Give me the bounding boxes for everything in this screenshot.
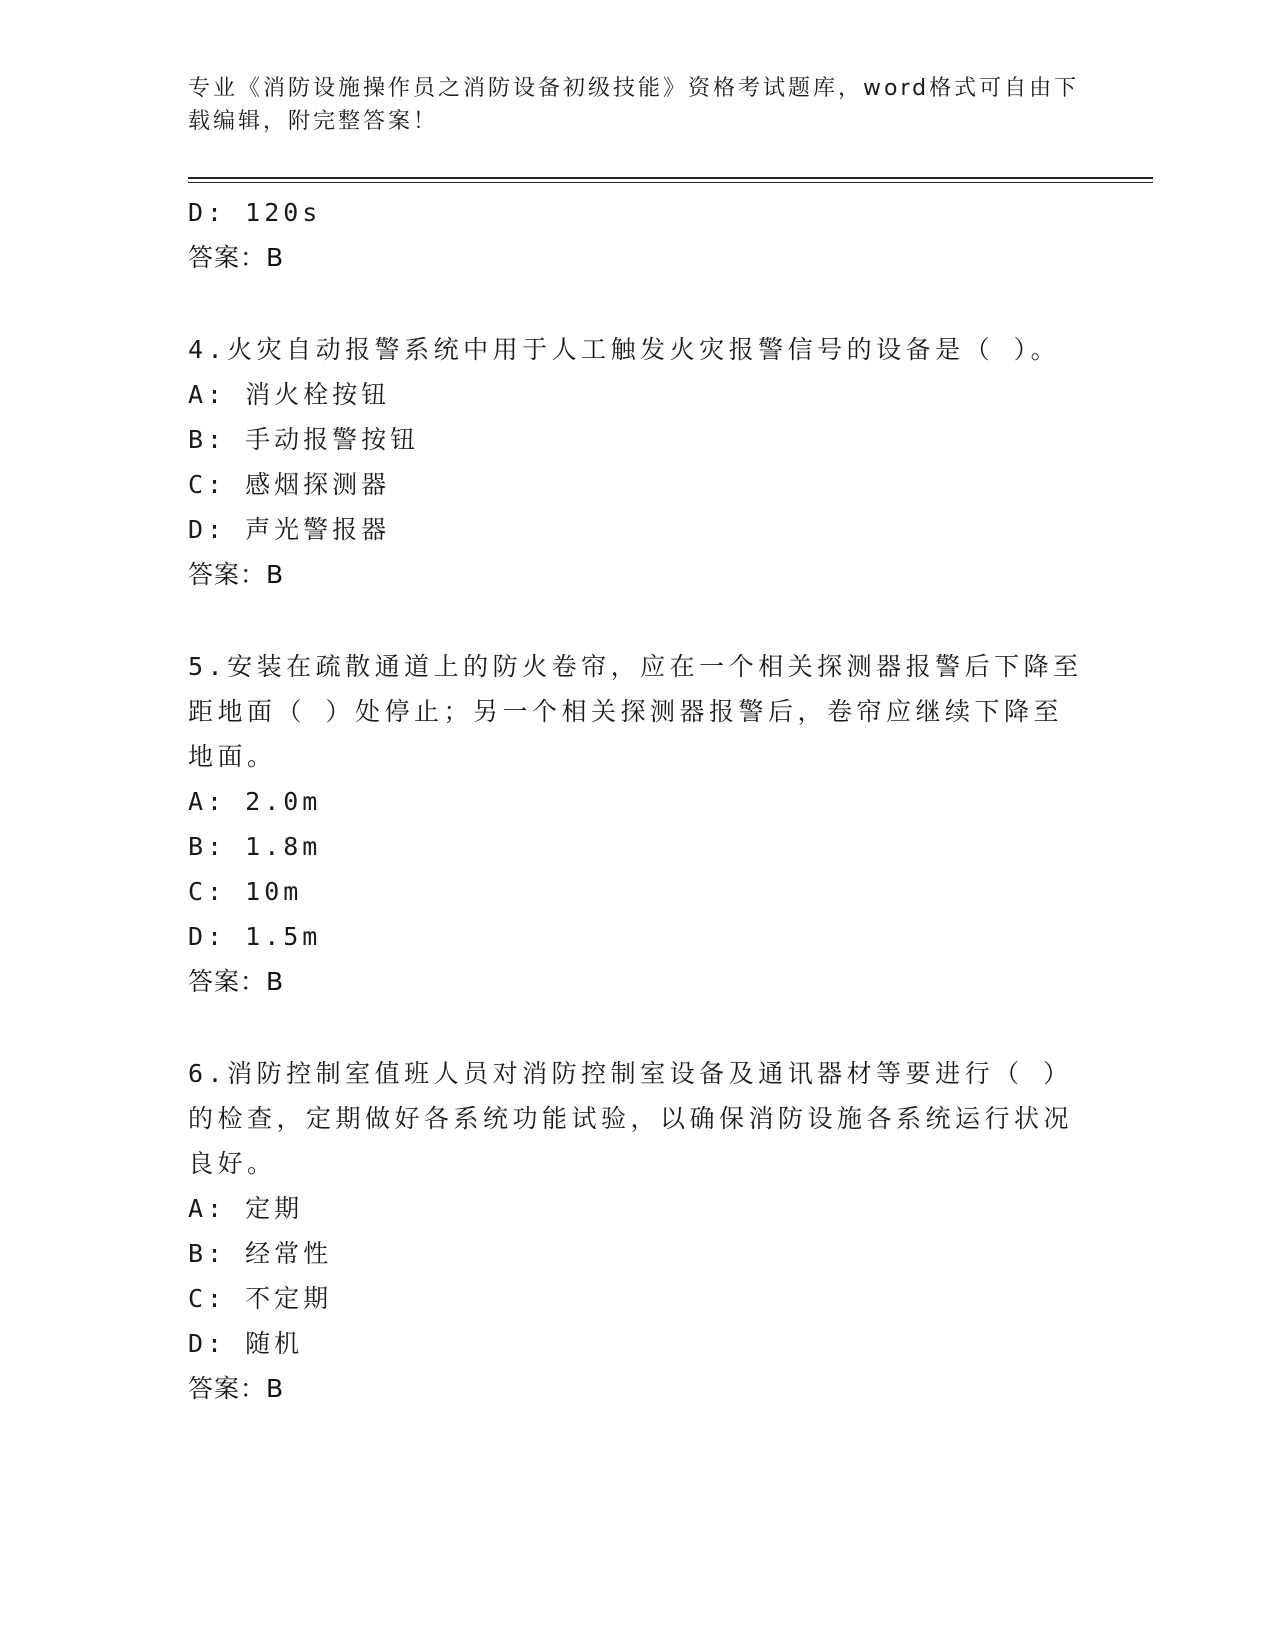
option-a: A: 2.0m [188, 787, 322, 816]
answer-line: 答案：B [188, 560, 285, 589]
option-a: A: 定期 [188, 1194, 304, 1223]
question-4 [188, 327, 1088, 597]
option-c: C: 10m [188, 877, 303, 906]
option-b: B: 手动报警按钮 [188, 425, 420, 454]
option-c: C: 不定期 [188, 1284, 333, 1313]
option-b: B: 1.8m [188, 832, 322, 861]
question-text: 4.火灾自动报警系统中用于人工触发火灾报警信号的设备是（ ）。 [188, 335, 1061, 364]
spacer [188, 597, 1088, 644]
header-line-1: 专业《消防设施操作员之消防设备初级技能》资格考试题库，word格式可自由下 [188, 76, 1080, 101]
answer-line: 答案：B [188, 243, 285, 272]
answer-line: 答案：B [188, 1374, 285, 1403]
option-d: D: 120s [188, 198, 322, 227]
document-header [188, 72, 1088, 138]
header-divider-thick [188, 177, 1153, 179]
header-line-2: 载编辑，附完整答案！ [188, 109, 439, 134]
question-list [188, 190, 1088, 1411]
question-text: 良好。 [188, 1149, 277, 1178]
header-divider-thin [188, 182, 1153, 183]
spacer [188, 280, 1088, 327]
spacer [188, 1004, 1088, 1051]
answer-line: 答案：B [188, 967, 285, 996]
question-text: 地面。 [188, 742, 277, 771]
question-text: 5.安装在疏散通道上的防火卷帘，应在一个相关探测器报警后下降至 [188, 652, 1083, 681]
question-5 [188, 644, 1088, 1004]
question-6 [188, 1051, 1088, 1411]
question-fragment [188, 190, 1088, 280]
question-text: 的检查，定期做好各系统功能试验，以确保消防设施各系统运行状况 [188, 1104, 1074, 1133]
option-a: A: 消火栓按钮 [188, 380, 391, 409]
option-d: D: 声光警报器 [188, 515, 391, 544]
option-c: C: 感烟探测器 [188, 470, 391, 499]
option-d: D: 1.5m [188, 922, 322, 951]
question-text: 距地面（ ）处停止；另一个相关探测器报警后，卷帘应继续下降至 [188, 697, 1064, 726]
question-text: 6.消防控制室值班人员对消防控制室设备及通讯器材等要进行（ ） [188, 1059, 1073, 1088]
option-d: D: 随机 [188, 1329, 304, 1358]
option-b: B: 经常性 [188, 1239, 333, 1268]
